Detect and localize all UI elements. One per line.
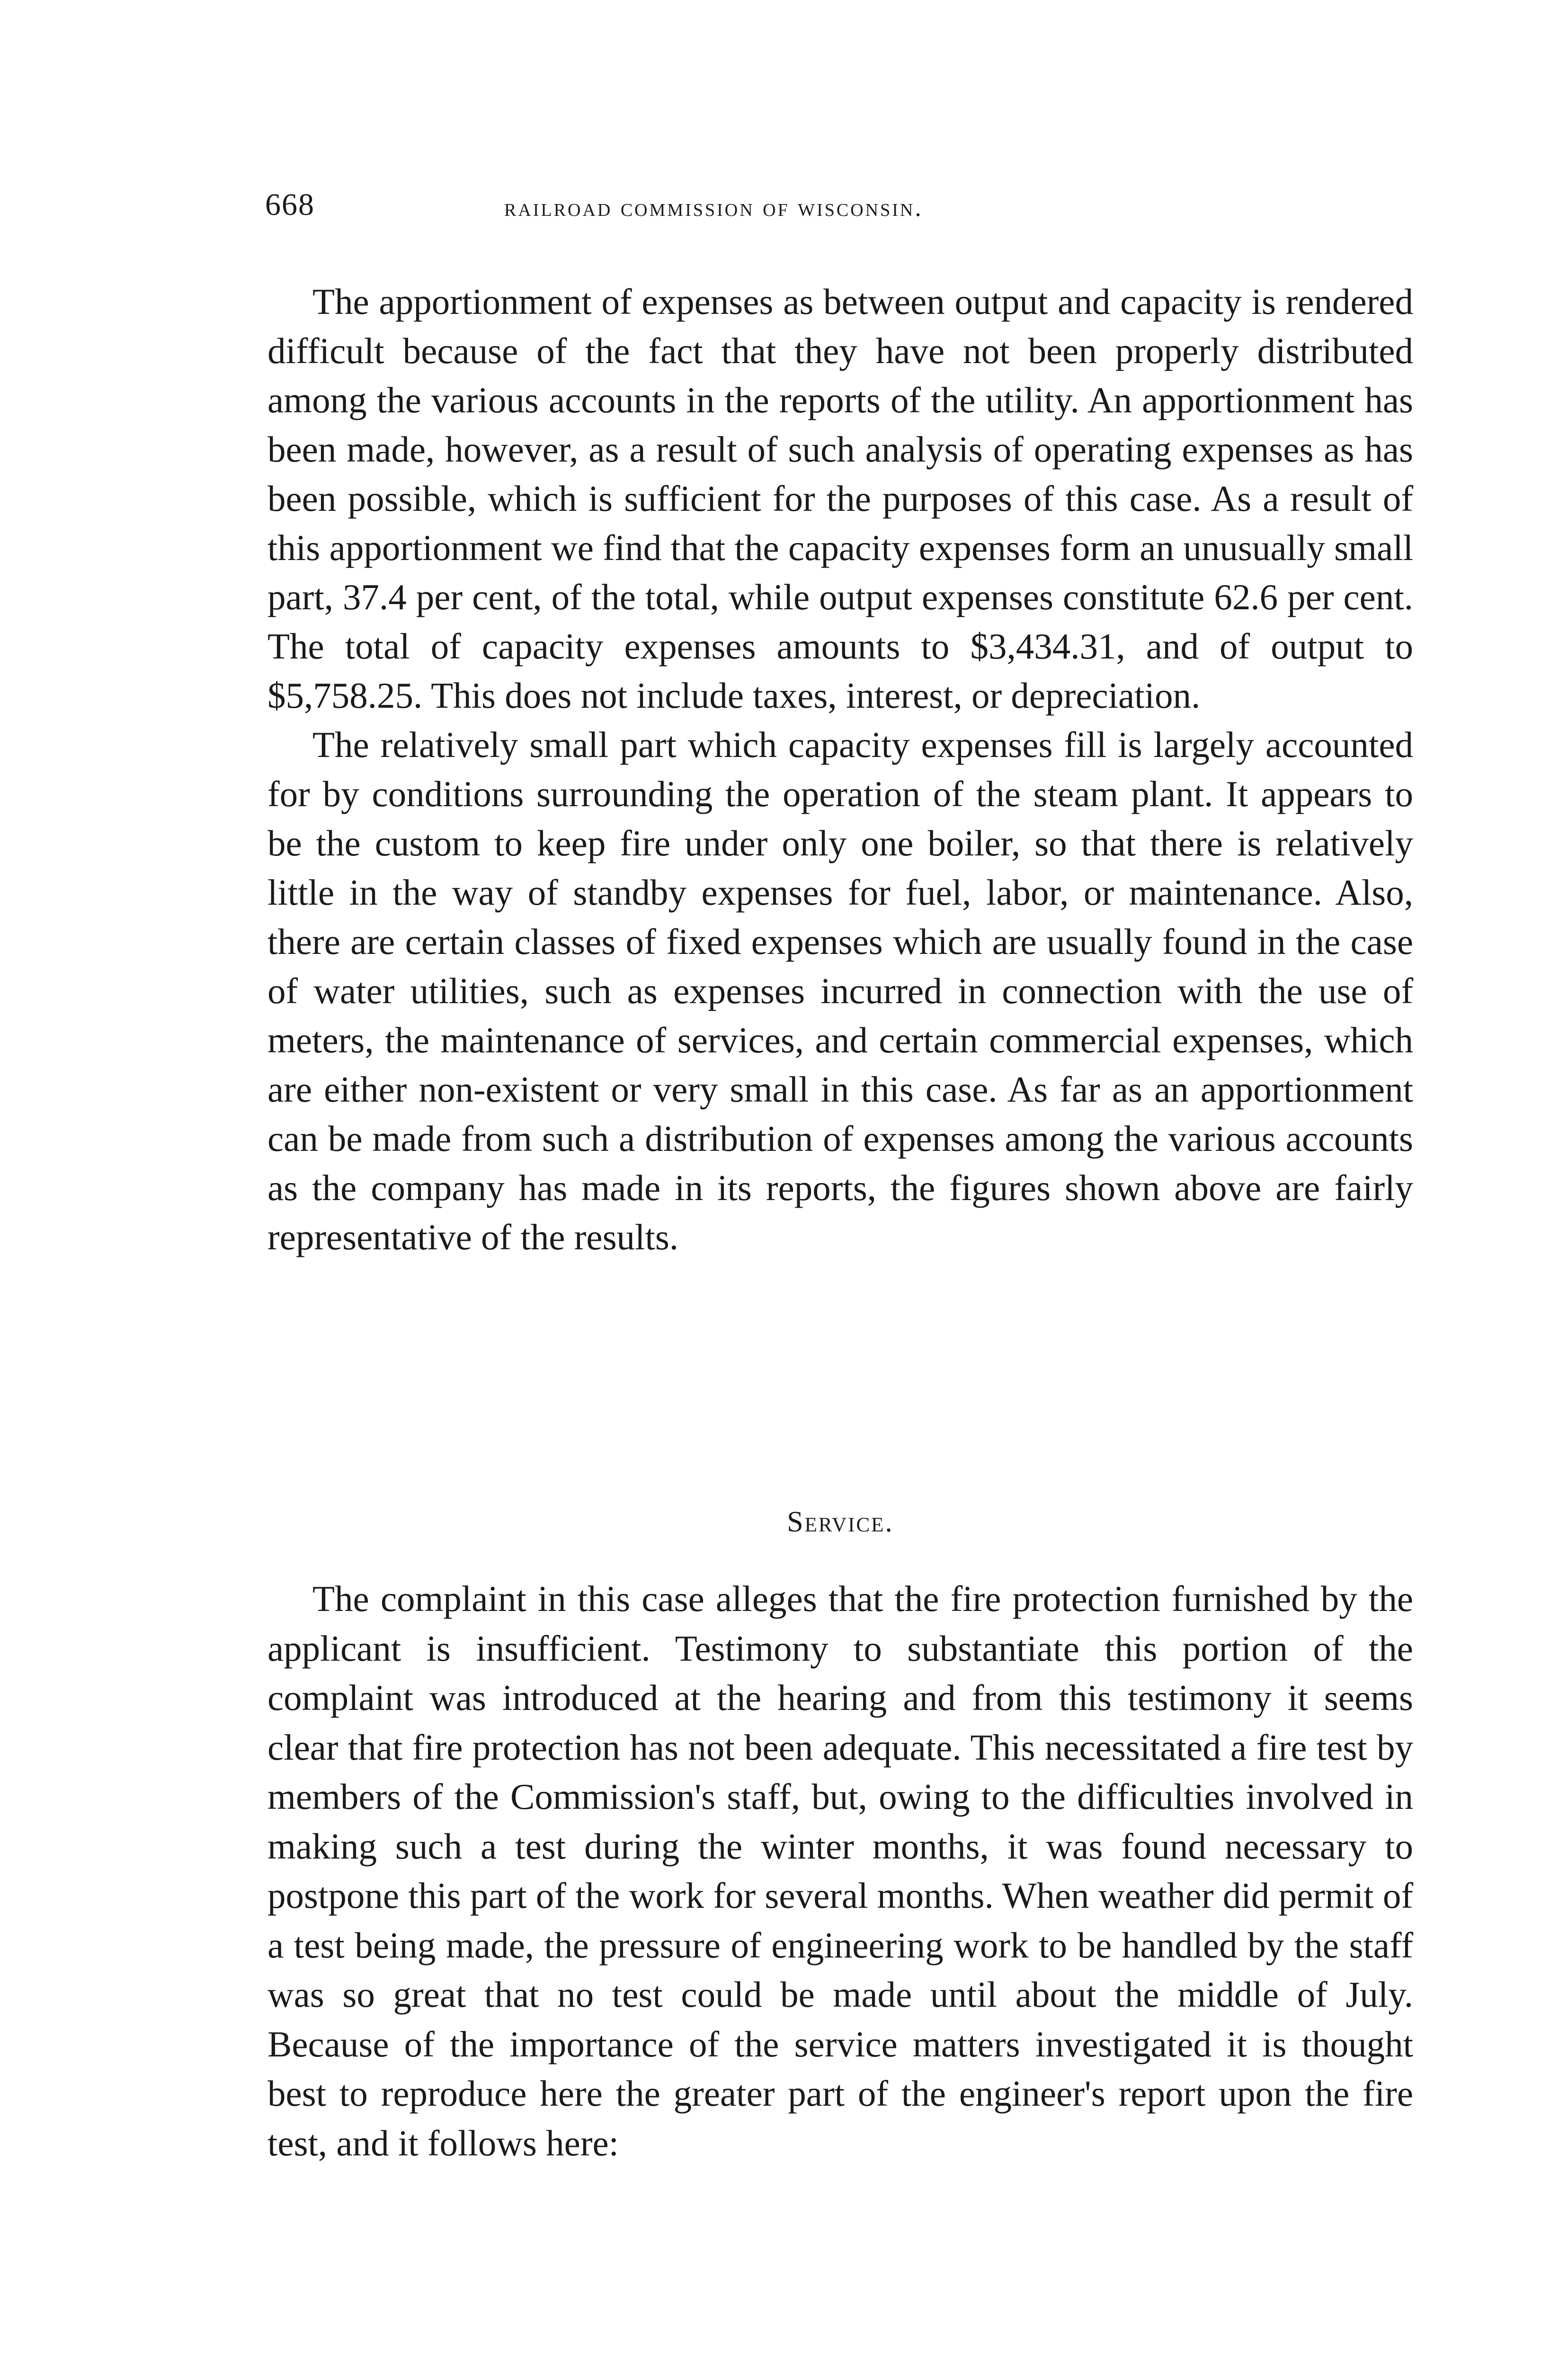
service-section-text — [267, 1574, 1413, 2168]
running-head: railroad commission of wisconsin. — [504, 193, 923, 222]
expense-apportionment-text — [267, 277, 1413, 1262]
paragraph-complaint: The complaint in this case alleges that the fire protection furnished by the applicant is insufficient. Testimony to substantiate this portion of the complaint was introduced at the hearing and from this testimony it seems clear that fire protection has not been adequate. This necessitated a fire test by members of the Commission's staff, but, owing to the difficulties involved in making such a test during the winter months, it was found necessary to postpone this part of the work for several months. When weather did permit of a test being made, the pressure of engineering work to be handled by the staff was so great that no test could be made until about the middle of July. Because of the importance of the service matters investigated it is thought best to reproduce here the greater part of the engineer's report upon the fire test, and it follows here: — [267, 1578, 1413, 2163]
page-header — [265, 187, 1420, 239]
page-number: 668 — [265, 187, 315, 222]
paragraph-apportionment: The apportionment of expenses as between output and capacity is rendered difficult because of the fact that they have not been properly distributed among the various accounts in the reports of the utility. An apportionment has been made, however, as a result of such analysis of operating expenses as has been possible, which is sufficient for the purposes of this case. As a result of this apportionment we find that the capacity expenses form an unusually small part, 37.4 per cent, of the total, while output expenses constitute 62.6 per cent. The total of capacity expenses amounts to $3,434.31, and of output to $5,758.25. This does not include taxes, interest, or depreciation. — [267, 281, 1413, 716]
section-heading-service: Service. — [787, 1506, 894, 1538]
paragraph-capacity-expenses: The relatively small part which capacity expenses fill is largely accounted for by conditions surrounding the operation of the steam plant. It appears to be the custom to keep fire under only one boiler, so that there is relatively little in the way of standby expenses for fuel, labor, or maintenance. Also, there are certain classes of fixed expenses which are usually found in the case of water utilities, such as expenses incurred in connection with the use of meters, the maintenance of services, and certain commercial expenses, which are either non-existent or very small in this case. As far as an apportionment can be made from such a distribution of expenses among the various accounts as the company has made in its reports, the figures shown above are fairly representative of the results. — [267, 724, 1413, 1257]
